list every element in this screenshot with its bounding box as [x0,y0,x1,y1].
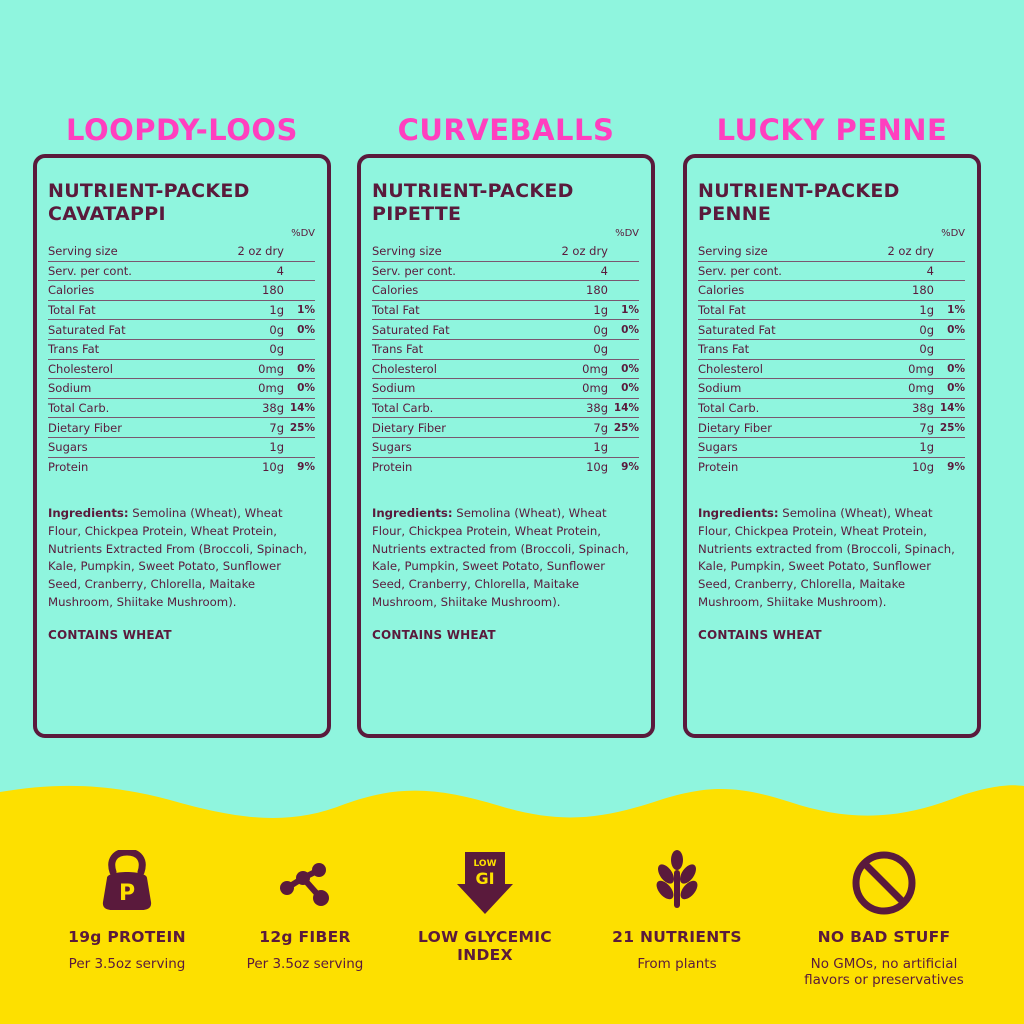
nutrient-label: Serv. per cont. [372,263,456,278]
nutrition-row [698,360,965,380]
nutrient-amount: 38g [586,401,608,416]
nutrient-amount: 2 oz dry [237,244,284,259]
nutrient-dv: 9% [621,461,639,474]
nutrient-amount: 0mg [582,361,608,376]
nutrient-label: Sodium [698,381,742,396]
feature-subtitle: Per 3.5oz serving [68,956,186,972]
nutrition-row [372,320,639,340]
nutrient-amount: 0mg [258,361,284,376]
nutrient-dv: 0% [297,323,315,336]
nutrient-label: Saturated Fat [372,322,450,337]
nutrient-dv: 0% [621,323,639,336]
panel-title-line-1: NUTRIENT-PACKED [372,180,574,202]
nutrient-dv: 14% [939,402,965,415]
product-loopdy-loos [33,110,331,738]
nutrient-label: Total Carb. [698,401,760,416]
nutrition-row [48,379,315,399]
nutrition-facts-panel [33,154,331,738]
allergen-statement: CONTAINS WHEAT [698,628,822,643]
nutrient-label: Total Fat [48,303,96,318]
prohibited-icon [784,850,984,922]
nutrient-label: Total Fat [698,303,746,318]
nutrient-dv: 0% [947,382,965,395]
nutrition-row [372,281,639,301]
low-gi-arrow-icon [385,850,585,922]
dv-header: %DV [941,228,965,239]
nutrition-row [372,242,639,262]
nutrient-dv: 1% [297,304,315,317]
nutrient-amount: 38g [912,401,934,416]
nutrient-dv: 0% [947,362,965,375]
nutrient-amount: 0g [269,322,284,337]
nutrition-facts-panel [683,154,981,738]
product-name: CURVEBALLS [397,113,615,147]
nutrient-amount: 7g [593,420,608,435]
nutrient-label: Saturated Fat [698,322,776,337]
feature-protein [27,850,227,972]
allergen-statement: CONTAINS WHEAT [48,628,172,643]
nutrient-dv: 9% [297,461,315,474]
nutrient-dv: 0% [621,382,639,395]
nutrient-dv: 25% [289,421,315,434]
product-name: LUCKY PENNE [716,113,948,147]
kettlebell-icon [27,850,227,922]
nutrient-amount: 0mg [908,361,934,376]
wheat-icon [577,850,777,922]
nutrient-label: Saturated Fat [48,322,126,337]
nutrition-row [48,301,315,321]
nutrition-row [48,242,315,262]
nutrient-dv: 0% [297,362,315,375]
nutrient-amount: 0mg [908,381,934,396]
feature-title: 12g FIBER [259,928,351,946]
nutrient-amount: 38g [262,401,284,416]
nutrient-label: Dietary Fiber [698,420,772,435]
nutrition-row [698,399,965,419]
nutrient-label: Protein [372,460,413,475]
nutrient-amount: 10g [586,460,608,475]
nutrition-row [698,418,965,438]
nutrient-label: Calories [372,283,419,298]
feature-subtitle: Per 3.5oz serving [246,956,364,972]
nutrient-label: Cholesterol [372,361,437,376]
panel-title [48,180,315,236]
nutrition-row [372,340,639,360]
nutrient-amount: 7g [269,420,284,435]
nutrient-amount: 0g [269,342,284,357]
nutrition-row [48,340,315,360]
nutrient-amount: 1g [919,303,934,318]
nutrient-label: Dietary Fiber [48,420,122,435]
low-gi-text-2: GI [475,869,495,888]
nutrient-label: Total Carb. [372,401,434,416]
nutrient-label: Sugars [372,440,412,455]
nutrient-label: Sodium [48,381,92,396]
feature-title: 21 NUTRIENTS [612,928,742,946]
nutrient-amount: 0g [919,322,934,337]
nutrient-label: Trans Fat [698,342,750,357]
nutrient-amount: 1g [269,303,284,318]
nutrition-row [48,281,315,301]
panel-title-line-2: PIPETTE [372,203,462,225]
nutrient-label: Trans Fat [372,342,424,357]
nutrient-label: Cholesterol [48,361,113,376]
kettlebell-letter: P [118,881,136,906]
nutrition-row [48,320,315,340]
nutrition-row [698,281,965,301]
allergen-statement: CONTAINS WHEAT [372,628,496,643]
nutrient-dv: 1% [947,304,965,317]
nutrient-label: Sodium [372,381,416,396]
nutrient-amount: 10g [912,460,934,475]
feature-title: LOW GLYCEMIC INDEX [418,928,552,964]
low-gi-text-1: LOW [473,859,497,869]
nutrient-label: Cholesterol [698,361,763,376]
nutrition-row [372,379,639,399]
product-curveballs [357,110,655,738]
ingredients [372,505,639,611]
nutrient-dv: 25% [939,421,965,434]
ingredients [48,505,315,611]
nutrition-row [698,379,965,399]
nutrient-dv: 1% [621,304,639,317]
nutrient-dv: 0% [947,323,965,336]
panel-title [698,180,965,236]
nutrient-amount: 1g [593,440,608,455]
dv-header: %DV [615,228,639,239]
nutrient-label: Serving size [698,244,768,259]
molecule-icon [205,850,405,922]
nutrient-amount: 4 [600,263,608,278]
nutrition-row [48,399,315,419]
nutrient-label: Protein [48,460,89,475]
nutrition-row [48,262,315,282]
nutrient-amount: 4 [926,263,934,278]
nutrient-label: Sugars [48,440,88,455]
nutrient-label: Sugars [698,440,738,455]
nutrition-row [372,458,639,478]
nutrient-label: Total Fat [372,303,420,318]
nutrition-facts-panel [357,154,655,738]
nutrient-label: Serv. per cont. [698,263,782,278]
ingredients-text: Semolina (Wheat), Wheat Flour, Chickpea Protein, Wheat Protein, Nutrients extracted from (Broccoli, Spinach, Kale, Pumpkin, Sweet Potato, Sunflower Seed, Cranberry, Chlorella, Maitake Mushroom, Shiitake Mushroom). [372,506,629,609]
nutrient-amount: 1g [269,440,284,455]
feature-title: 19g PROTEIN [68,928,186,946]
features-band [0,780,1024,1024]
nutrient-amount: 180 [912,283,934,298]
nutrient-dv: 0% [621,362,639,375]
nutrition-row [372,360,639,380]
panel-title [372,180,639,236]
panel-title-line-2: CAVATAPPI [48,203,166,225]
nutrient-amount: 0g [919,342,934,357]
product-lucky-penne [683,110,981,738]
nutrient-amount: 2 oz dry [887,244,934,259]
nutrient-label: Calories [48,283,95,298]
nutrition-row [698,458,965,478]
nutrition-row [372,399,639,419]
nutrition-row [372,438,639,458]
nutrient-label: Serv. per cont. [48,263,132,278]
nutrition-row [698,242,965,262]
nutrient-amount: 4 [276,263,284,278]
nutrition-row [372,301,639,321]
nutrition-row [698,301,965,321]
nutrient-amount: 1g [919,440,934,455]
ingredients [698,505,965,611]
facts-table [698,228,965,477]
panel-title-line-2: PENNE [698,203,772,225]
ingredients-text: Semolina (Wheat), Wheat Flour, Chickpea Protein, Wheat Protein, Nutrients extracted from (Broccoli, Spinach, Kale, Pumpkin, Sweet Potato, Sunflower Seed, Cranberry, Chlorella, Maitake Mushroom, Shiitake Mushroom). [698,506,955,609]
nutrient-label: Dietary Fiber [372,420,446,435]
nutrient-amount: 180 [262,283,284,298]
facts-table [372,228,639,477]
ingredients-label: Ingredients: [372,506,453,521]
feature-low-gi [385,850,585,964]
nutrition-row [48,458,315,478]
nutrient-amount: 0mg [258,381,284,396]
product-name: LOOPDY-LOOS [66,113,298,147]
nutrition-row [698,262,965,282]
nutrition-row [48,418,315,438]
feature-subtitle: From plants [637,956,717,972]
nutrient-label: Trans Fat [48,342,100,357]
feature-nutrients [577,850,777,972]
nutrient-dv: 0% [297,382,315,395]
nutrition-row [698,320,965,340]
feature-no-bad-stuff [784,850,984,988]
nutrient-amount: 180 [586,283,608,298]
nutrition-row [698,340,965,360]
nutrient-amount: 0g [593,342,608,357]
nutrition-row [372,418,639,438]
nutrient-amount: 1g [593,303,608,318]
nutrient-dv: 14% [613,402,639,415]
nutrition-row [372,262,639,282]
feature-subtitle: No GMOs, no artificial flavors or preservatives [804,956,964,988]
nutrient-label: Calories [698,283,745,298]
nutrition-row [48,438,315,458]
feature-title: NO BAD STUFF [817,928,951,946]
nutrient-label: Serving size [372,244,442,259]
feature-fiber [205,850,405,972]
ingredients-label: Ingredients: [48,506,129,521]
nutrient-amount: 2 oz dry [561,244,608,259]
nutrient-amount: 10g [262,460,284,475]
dv-header: %DV [291,228,315,239]
nutrient-dv: 9% [947,461,965,474]
nutrient-dv: 14% [289,402,315,415]
nutrition-row [48,360,315,380]
ingredients-text: Semolina (Wheat), Wheat Flour, Chickpea Protein, Wheat Protein, Nutrients Extracted From (Broccoli, Spinach, Kale, Pumpkin, Sweet Potato, Sunflower Seed, Cranberry, Chlorella, Maitake Mushroom, Shiitake Mushroom). [48,506,308,609]
nutrient-label: Total Carb. [48,401,110,416]
nutrient-amount: 7g [919,420,934,435]
facts-table [48,228,315,477]
nutrient-label: Serving size [48,244,118,259]
panel-title-line-1: NUTRIENT-PACKED [698,180,900,202]
nutrient-dv: 25% [613,421,639,434]
nutrient-label: Protein [698,460,739,475]
ingredients-label: Ingredients: [698,506,779,521]
nutrient-amount: 0g [593,322,608,337]
nutrition-row [698,438,965,458]
nutrient-amount: 0mg [582,381,608,396]
panel-title-line-1: NUTRIENT-PACKED [48,180,250,202]
